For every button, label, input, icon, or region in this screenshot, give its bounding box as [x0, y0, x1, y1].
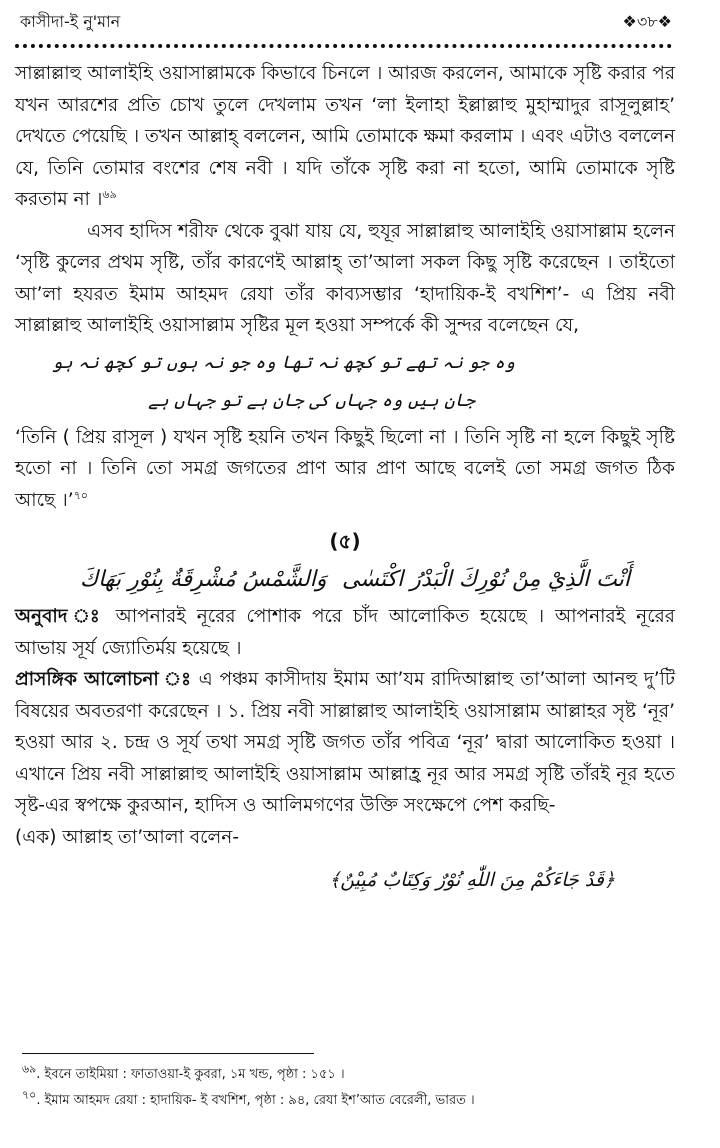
page-number: ❖৩৮❖ [622, 11, 672, 31]
paragraph-3: ‘তিনি ( প্রিয় রাসূল ) যখন সৃষ্টি হয়নি তখন কিছুই ছিলো না । তিনি সৃষ্টি না হলে কিছুই সৃষ্টি হতো না । তিনি তো সমগ্র জগতের প্রাণ আর প্রাণ আছে বলেই তো সমগ্র জগত ঠিক আছে ।’$^{৭০}$ [15, 426, 675, 511]
header-divider [15, 44, 672, 48]
section-number: (৫) [329, 529, 361, 553]
translation-label: অনুবাদ ঃ [15, 606, 105, 627]
discussion-paragraph: প্রাসঙ্গিক আলোচনা ঃ এ পঞ্চম কাসীদায় ইমাম আ’যম রাদিআল্লাহু তা’আলা আনহু দু’টি বিষয়ের অবতরণা করেছেন । ১. প্রিয় নবী সাল্লাল্লাহু আলাইহি ওয়াসাল্লাম আল্লাহর সৃষ্ট ‘নূর’ হওয়া আর ২. চন্দ্র ও সূর্য তথা সমগ্র সৃষ্টি জগত তাঁর পবিত্র ‘নূর’ দ্বারা আলোকিত হওয়া । এখানে প্রিয় নবী সাল্লাল্লাহু আলাইহি ওয়াসাল্লাম আল্লাহ্র নূর আর সমগ্র সৃষ্টি তাঁরই নূর হতে সৃষ্ট-এর স্বপক্ষে কুরআন, হাদিস ও আলিমগণের উক্তি সংক্ষেপে পেশ করছি- [15, 669, 675, 816]
footnotes [22, 1062, 690, 1114]
urdu-couplet [15, 348, 675, 416]
arabic-verse-first-half: أَنْتَ الَّذِيْ مِنْ نُوْرِكَ الْبَدْرُ اكْتَسٰى [342, 566, 630, 592]
running-title: কাসীদা-ই নু'মান [20, 11, 121, 31]
arabic-verse [15, 564, 675, 596]
footnote-ref-69: ৬৯ [102, 187, 117, 201]
footnote-divider [22, 1053, 314, 1054]
main-text [15, 58, 675, 897]
footnote-70: $^{৭০}$. ইমাম আহমদ রেযা : হাদায়িক- ই বখশিশ, পৃষ্ঠা : ৯৪, রেযা ইশ’আত বেরেলী, ভারত । [22, 1088, 475, 1108]
footnote-69: $^{৬৯}$. ইবনে তাইমিয়া : ফাতাওয়া-ই কুবরা, ১ম খন্ড, পৃষ্ঠা : ১৫১ । [22, 1062, 345, 1082]
quran-quote: ﴿قَدْ جَاءَكُمْ مِنَ اللّٰهِ نُوْرٌ وَكِتَابٌ مُبِيْنٌ﴾ [329, 869, 615, 891]
item-one: (এক) আল্লাহ তা’আলা বলেন- [15, 826, 240, 848]
urdu-line-1: وہ جو نہ تھے تو کچھ نہ تھا وہ جو نہ ہوں تو کچھ نہ ہو [52, 352, 515, 373]
paragraph-1: সাল্লাল্লাহু আলাইহি ওয়াসাল্লামকে কিভাবে চিনলে । আরজ করলেন, আমাকে সৃষ্টি করার পর যখন আরশের প্রতি চোখ তুলে দেখলাম তখন ‘লা ইলাহা ইল্লাল্লাহু মুহাম্মাদুর রাসূলুল্লাহ’ দেখতে পেয়েছি । তখন আল্লাহ্ বললেন, আমি তোমাকে ক্ষমা করলাম । এবং এটাও বললেন যে, তিনি তোমার বংশের শেষ নবী । যদি তাঁকে সৃষ্টি করা না হতো, আমি তোমাকে সৃষ্টি করতাম না ।$^{৬৯}$ [15, 63, 675, 210]
paragraph-2: এসব হাদিস শরীফ থেকে বুঝা যায় যে, হুযূর সাল্লাল্লাহু আলাইহি ওয়াসাল্লাম হলেন ‘সৃষ্টি কুলের প্রথম সৃষ্টি, তাঁর কারণেই আল্লাহ্ তা’আলা সকল কিছু সৃষ্টি করেছেন । তাইতো আ’লা হযরত ইমাম আহমদ রেযা তাঁর কাব্যসম্ভার ‘হাদায়িক-ই বখশিশ’- এ প্রিয় নবী সাল্লাল্লাহু আলাইহি ওয়াসাল্লাম সৃষ্টির মূল হওয়া সম্পর্কে কী সুন্দর বলেছেন যে, [15, 220, 675, 336]
urdu-line-2: جان ہیں وہ جہاں کی جان ہے تو جہاں ہے [148, 390, 475, 411]
footnote-ref-70: ৭০ [73, 488, 88, 502]
translation-paragraph: অনুবাদ ঃ আপনারই নূরের পোশাক পরে চাঁদ আলোকিত হয়েছে । আপনারই নূরের আভায় সূর্য জ্যোতির্ময় হয়েছে । [15, 606, 675, 659]
arabic-verse-second-half: وَالشَّمْسُ مُشْرِقَةٌ بِنُوْرِ بَهَاكَ [80, 566, 327, 592]
discussion-label: প্রাসঙ্গিক আলোচনা ঃ [15, 669, 192, 690]
page-header [20, 8, 672, 36]
